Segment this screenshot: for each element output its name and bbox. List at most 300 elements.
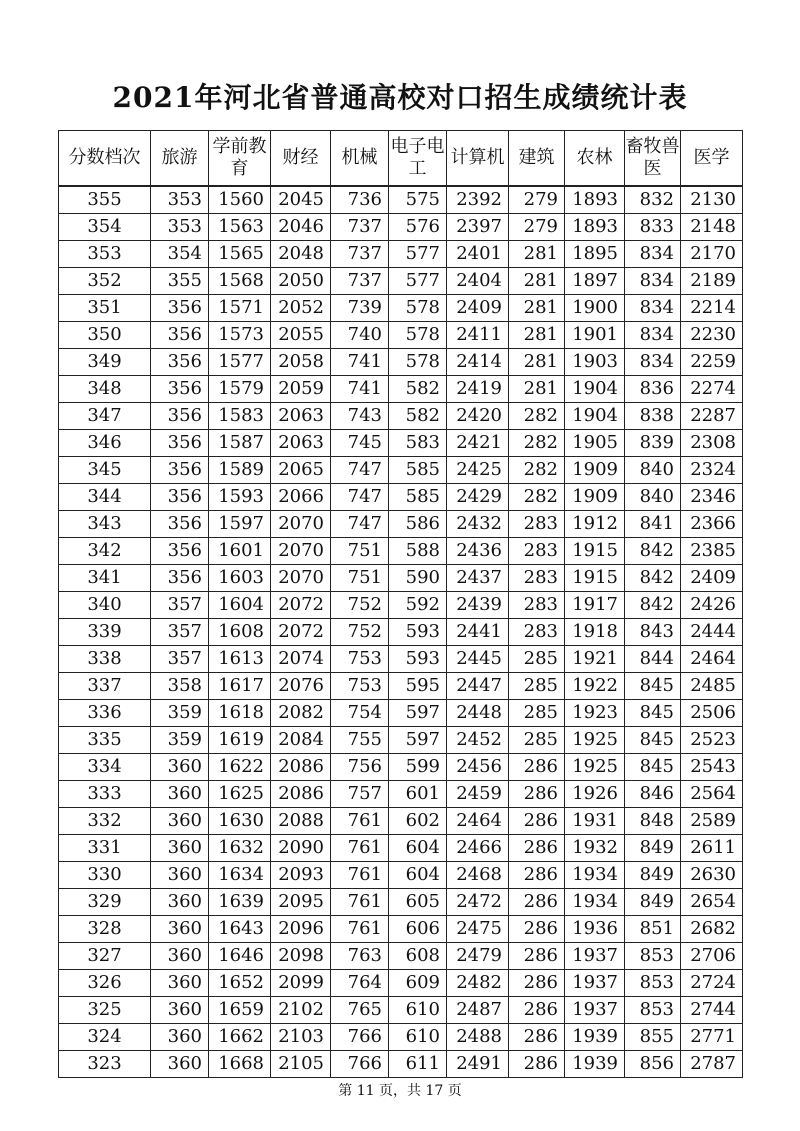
table-row — [59, 376, 743, 403]
count-cell: 608 — [389, 943, 447, 970]
count-cell: 597 — [389, 727, 447, 754]
count-cell: 737 — [331, 268, 389, 295]
count-cell: 855 — [625, 1024, 681, 1051]
column-header: 农林 — [565, 131, 625, 187]
count-cell: 359 — [151, 727, 209, 754]
count-cell: 754 — [331, 700, 389, 727]
count-cell: 2095 — [271, 889, 331, 916]
count-cell: 2425 — [447, 457, 509, 484]
count-cell: 2090 — [271, 835, 331, 862]
count-cell: 602 — [389, 808, 447, 835]
count-cell: 752 — [331, 592, 389, 619]
count-cell: 285 — [509, 646, 565, 673]
score-level-cell: 349 — [59, 349, 151, 376]
count-cell: 595 — [389, 673, 447, 700]
count-cell: 597 — [389, 700, 447, 727]
count-cell: 283 — [509, 511, 565, 538]
count-cell: 2059 — [271, 376, 331, 403]
count-cell: 360 — [151, 862, 209, 889]
table-row — [59, 592, 743, 619]
count-cell: 2487 — [447, 997, 509, 1024]
count-cell: 842 — [625, 592, 681, 619]
count-cell: 2436 — [447, 538, 509, 565]
count-cell: 2441 — [447, 619, 509, 646]
count-cell: 2148 — [681, 214, 743, 241]
count-cell: 2429 — [447, 484, 509, 511]
score-level-cell: 350 — [59, 322, 151, 349]
table-row — [59, 673, 743, 700]
count-cell: 856 — [625, 1051, 681, 1078]
score-level-cell: 342 — [59, 538, 151, 565]
count-cell: 736 — [331, 186, 389, 214]
count-cell: 753 — [331, 646, 389, 673]
score-level-cell: 338 — [59, 646, 151, 673]
count-cell: 853 — [625, 997, 681, 1024]
count-cell: 2105 — [271, 1051, 331, 1078]
count-cell: 1895 — [565, 241, 625, 268]
table-row — [59, 322, 743, 349]
count-cell: 356 — [151, 565, 209, 592]
count-cell: 356 — [151, 403, 209, 430]
count-cell: 2466 — [447, 835, 509, 862]
count-cell: 1589 — [209, 457, 271, 484]
table-row — [59, 186, 743, 214]
table-row — [59, 970, 743, 997]
table-row — [59, 241, 743, 268]
score-level-cell: 345 — [59, 457, 151, 484]
score-level-cell: 352 — [59, 268, 151, 295]
count-cell: 2444 — [681, 619, 743, 646]
count-cell: 2448 — [447, 700, 509, 727]
count-cell: 2787 — [681, 1051, 743, 1078]
count-cell: 755 — [331, 727, 389, 754]
count-cell: 2611 — [681, 835, 743, 862]
table-row — [59, 430, 743, 457]
count-cell: 845 — [625, 727, 681, 754]
count-cell: 1925 — [565, 754, 625, 781]
count-cell: 2189 — [681, 268, 743, 295]
count-cell: 356 — [151, 322, 209, 349]
count-cell: 2464 — [681, 646, 743, 673]
table-row — [59, 997, 743, 1024]
count-cell: 766 — [331, 1024, 389, 1051]
count-cell: 1915 — [565, 565, 625, 592]
table-row — [59, 619, 743, 646]
count-cell: 747 — [331, 484, 389, 511]
count-cell: 1939 — [565, 1051, 625, 1078]
count-cell: 849 — [625, 862, 681, 889]
count-cell: 282 — [509, 430, 565, 457]
table-row — [59, 889, 743, 916]
count-cell: 2419 — [447, 376, 509, 403]
count-cell: 360 — [151, 781, 209, 808]
count-cell: 575 — [389, 186, 447, 214]
count-cell: 2048 — [271, 241, 331, 268]
count-cell: 286 — [509, 943, 565, 970]
count-cell: 2706 — [681, 943, 743, 970]
table-row — [59, 781, 743, 808]
count-cell: 1918 — [565, 619, 625, 646]
count-cell: 286 — [509, 835, 565, 862]
count-cell: 282 — [509, 457, 565, 484]
score-level-cell: 336 — [59, 700, 151, 727]
score-level-cell: 340 — [59, 592, 151, 619]
table-body — [59, 186, 743, 1078]
score-level-cell: 341 — [59, 565, 151, 592]
score-level-cell: 327 — [59, 943, 151, 970]
count-cell: 845 — [625, 673, 681, 700]
score-level-cell: 354 — [59, 214, 151, 241]
column-header: 旅游 — [151, 131, 209, 187]
column-header: 建筑 — [509, 131, 565, 187]
count-cell: 853 — [625, 943, 681, 970]
count-cell: 585 — [389, 484, 447, 511]
count-cell: 840 — [625, 457, 681, 484]
count-cell: 286 — [509, 889, 565, 916]
count-cell: 1893 — [565, 214, 625, 241]
count-cell: 283 — [509, 538, 565, 565]
count-cell: 356 — [151, 511, 209, 538]
count-cell: 2070 — [271, 511, 331, 538]
count-cell: 1630 — [209, 808, 271, 835]
count-cell: 834 — [625, 349, 681, 376]
count-cell: 761 — [331, 808, 389, 835]
count-cell: 1903 — [565, 349, 625, 376]
count-cell: 283 — [509, 592, 565, 619]
count-cell: 1915 — [565, 538, 625, 565]
table-row — [59, 862, 743, 889]
count-cell: 601 — [389, 781, 447, 808]
count-cell: 761 — [331, 916, 389, 943]
table-row — [59, 349, 743, 376]
count-cell: 756 — [331, 754, 389, 781]
count-cell: 282 — [509, 403, 565, 430]
count-cell: 2045 — [271, 186, 331, 214]
count-cell: 766 — [331, 1051, 389, 1078]
count-cell: 2744 — [681, 997, 743, 1024]
count-cell: 605 — [389, 889, 447, 916]
count-cell: 838 — [625, 403, 681, 430]
count-cell: 593 — [389, 646, 447, 673]
count-cell: 2366 — [681, 511, 743, 538]
score-level-cell: 344 — [59, 484, 151, 511]
count-cell: 751 — [331, 565, 389, 592]
table-row — [59, 268, 743, 295]
count-cell: 281 — [509, 376, 565, 403]
table-row — [59, 646, 743, 673]
count-cell: 2464 — [447, 808, 509, 835]
table-row — [59, 484, 743, 511]
count-cell: 1897 — [565, 268, 625, 295]
table-row — [59, 1051, 743, 1078]
count-cell: 1939 — [565, 1024, 625, 1051]
count-cell: 1601 — [209, 538, 271, 565]
count-cell: 2392 — [447, 186, 509, 214]
count-cell: 1622 — [209, 754, 271, 781]
count-cell: 2070 — [271, 538, 331, 565]
count-cell: 1909 — [565, 457, 625, 484]
count-cell: 1900 — [565, 295, 625, 322]
count-cell: 2397 — [447, 214, 509, 241]
count-cell: 578 — [389, 322, 447, 349]
count-cell: 2093 — [271, 862, 331, 889]
count-cell: 2447 — [447, 673, 509, 700]
count-cell: 2459 — [447, 781, 509, 808]
count-cell: 848 — [625, 808, 681, 835]
count-cell: 2401 — [447, 241, 509, 268]
table-row — [59, 700, 743, 727]
count-cell: 357 — [151, 592, 209, 619]
count-cell: 2404 — [447, 268, 509, 295]
count-cell: 841 — [625, 511, 681, 538]
count-cell: 2437 — [447, 565, 509, 592]
count-cell: 282 — [509, 484, 565, 511]
count-cell: 1917 — [565, 592, 625, 619]
count-cell: 842 — [625, 565, 681, 592]
score-level-cell: 326 — [59, 970, 151, 997]
count-cell: 843 — [625, 619, 681, 646]
count-cell: 2409 — [681, 565, 743, 592]
count-cell: 832 — [625, 186, 681, 214]
score-level-cell: 334 — [59, 754, 151, 781]
count-cell: 1625 — [209, 781, 271, 808]
count-cell: 2274 — [681, 376, 743, 403]
count-cell: 2046 — [271, 214, 331, 241]
table-row — [59, 295, 743, 322]
count-cell: 1936 — [565, 916, 625, 943]
count-cell: 1603 — [209, 565, 271, 592]
count-cell: 840 — [625, 484, 681, 511]
count-cell: 2482 — [447, 970, 509, 997]
count-cell: 577 — [389, 241, 447, 268]
count-cell: 1904 — [565, 403, 625, 430]
count-cell: 286 — [509, 970, 565, 997]
count-cell: 2523 — [681, 727, 743, 754]
count-cell: 283 — [509, 565, 565, 592]
count-cell: 360 — [151, 889, 209, 916]
count-cell: 583 — [389, 430, 447, 457]
page-title: 2021年河北省普通高校对口招生成绩统计表 — [112, 81, 688, 114]
count-cell: 1893 — [565, 186, 625, 214]
count-cell: 2086 — [271, 781, 331, 808]
count-cell: 357 — [151, 646, 209, 673]
count-cell: 356 — [151, 295, 209, 322]
count-cell: 1934 — [565, 889, 625, 916]
table-row — [59, 916, 743, 943]
count-cell: 279 — [509, 214, 565, 241]
score-level-cell: 348 — [59, 376, 151, 403]
count-cell: 609 — [389, 970, 447, 997]
count-cell: 286 — [509, 1051, 565, 1078]
count-cell: 1587 — [209, 430, 271, 457]
score-level-cell: 332 — [59, 808, 151, 835]
table-row — [59, 403, 743, 430]
count-cell: 286 — [509, 862, 565, 889]
count-cell: 1909 — [565, 484, 625, 511]
count-cell: 1563 — [209, 214, 271, 241]
count-cell: 1639 — [209, 889, 271, 916]
table-row — [59, 511, 743, 538]
count-cell: 2543 — [681, 754, 743, 781]
count-cell: 2414 — [447, 349, 509, 376]
count-cell: 1905 — [565, 430, 625, 457]
count-cell: 2076 — [271, 673, 331, 700]
count-cell: 360 — [151, 943, 209, 970]
count-cell: 1597 — [209, 511, 271, 538]
count-cell: 576 — [389, 214, 447, 241]
count-cell: 604 — [389, 862, 447, 889]
count-cell: 1922 — [565, 673, 625, 700]
count-cell: 1619 — [209, 727, 271, 754]
column-header: 财经 — [271, 131, 331, 187]
count-cell: 582 — [389, 376, 447, 403]
count-cell: 2426 — [681, 592, 743, 619]
count-cell: 839 — [625, 430, 681, 457]
count-cell: 1632 — [209, 835, 271, 862]
count-cell: 743 — [331, 403, 389, 430]
count-cell: 1934 — [565, 862, 625, 889]
count-cell: 606 — [389, 916, 447, 943]
count-cell: 286 — [509, 997, 565, 1024]
count-cell: 2421 — [447, 430, 509, 457]
count-cell: 836 — [625, 376, 681, 403]
count-cell: 356 — [151, 349, 209, 376]
count-cell: 753 — [331, 673, 389, 700]
count-cell: 2055 — [271, 322, 331, 349]
count-cell: 2385 — [681, 538, 743, 565]
count-cell: 586 — [389, 511, 447, 538]
count-cell: 610 — [389, 1024, 447, 1051]
count-cell: 585 — [389, 457, 447, 484]
count-cell: 853 — [625, 970, 681, 997]
score-level-cell: 337 — [59, 673, 151, 700]
table-row — [59, 943, 743, 970]
count-cell: 2654 — [681, 889, 743, 916]
count-cell: 845 — [625, 700, 681, 727]
count-cell: 2098 — [271, 943, 331, 970]
count-cell: 2456 — [447, 754, 509, 781]
count-cell: 2074 — [271, 646, 331, 673]
score-level-cell: 343 — [59, 511, 151, 538]
count-cell: 2058 — [271, 349, 331, 376]
count-cell: 761 — [331, 862, 389, 889]
count-cell: 2420 — [447, 403, 509, 430]
count-cell: 1937 — [565, 997, 625, 1024]
count-cell: 849 — [625, 889, 681, 916]
count-cell: 2103 — [271, 1024, 331, 1051]
count-cell: 356 — [151, 538, 209, 565]
count-cell: 1604 — [209, 592, 271, 619]
count-cell: 2771 — [681, 1024, 743, 1051]
count-cell: 740 — [331, 322, 389, 349]
count-cell: 1573 — [209, 322, 271, 349]
count-cell: 834 — [625, 268, 681, 295]
count-cell: 2468 — [447, 862, 509, 889]
count-cell: 286 — [509, 781, 565, 808]
count-cell: 739 — [331, 295, 389, 322]
count-cell: 588 — [389, 538, 447, 565]
count-cell: 281 — [509, 349, 565, 376]
count-cell: 353 — [151, 186, 209, 214]
score-level-cell: 355 — [59, 186, 151, 214]
count-cell: 2724 — [681, 970, 743, 997]
count-cell: 834 — [625, 322, 681, 349]
count-cell: 833 — [625, 214, 681, 241]
count-cell: 1593 — [209, 484, 271, 511]
count-cell: 355 — [151, 268, 209, 295]
count-cell: 359 — [151, 700, 209, 727]
count-cell: 577 — [389, 268, 447, 295]
count-cell: 1617 — [209, 673, 271, 700]
count-cell: 1568 — [209, 268, 271, 295]
count-cell: 2086 — [271, 754, 331, 781]
count-cell: 360 — [151, 835, 209, 862]
count-cell: 2324 — [681, 457, 743, 484]
count-cell: 2050 — [271, 268, 331, 295]
count-cell: 1932 — [565, 835, 625, 862]
table-row — [59, 457, 743, 484]
count-cell: 1577 — [209, 349, 271, 376]
count-cell: 286 — [509, 1024, 565, 1051]
count-cell: 281 — [509, 322, 565, 349]
count-cell: 1579 — [209, 376, 271, 403]
count-cell: 1901 — [565, 322, 625, 349]
count-cell: 2096 — [271, 916, 331, 943]
count-cell: 356 — [151, 376, 209, 403]
count-cell: 2409 — [447, 295, 509, 322]
count-cell: 353 — [151, 214, 209, 241]
table-row — [59, 1024, 743, 1051]
count-cell: 2485 — [681, 673, 743, 700]
count-cell: 360 — [151, 1024, 209, 1051]
count-cell: 745 — [331, 430, 389, 457]
count-cell: 360 — [151, 754, 209, 781]
count-cell: 1571 — [209, 295, 271, 322]
count-cell: 1912 — [565, 511, 625, 538]
score-level-cell: 333 — [59, 781, 151, 808]
count-cell: 845 — [625, 754, 681, 781]
count-cell: 1923 — [565, 700, 625, 727]
column-header: 畜牧兽医 — [625, 131, 681, 187]
count-cell: 592 — [389, 592, 447, 619]
score-level-cell: 328 — [59, 916, 151, 943]
count-cell: 2063 — [271, 403, 331, 430]
score-level-cell: 353 — [59, 241, 151, 268]
count-cell: 2589 — [681, 808, 743, 835]
count-cell: 2088 — [271, 808, 331, 835]
count-cell: 1659 — [209, 997, 271, 1024]
table-row — [59, 538, 743, 565]
count-cell: 360 — [151, 916, 209, 943]
count-cell: 2479 — [447, 943, 509, 970]
count-cell: 2082 — [271, 700, 331, 727]
score-level-cell: 324 — [59, 1024, 151, 1051]
count-cell: 757 — [331, 781, 389, 808]
table-row — [59, 754, 743, 781]
table-row — [59, 808, 743, 835]
score-level-cell: 347 — [59, 403, 151, 430]
column-header: 机械 — [331, 131, 389, 187]
count-cell: 741 — [331, 376, 389, 403]
page-footer: 第 11 页，共 17 页 — [338, 1083, 462, 1099]
count-cell: 747 — [331, 511, 389, 538]
score-level-cell: 331 — [59, 835, 151, 862]
count-cell: 761 — [331, 835, 389, 862]
count-cell: 2084 — [271, 727, 331, 754]
count-cell: 1926 — [565, 781, 625, 808]
table-row — [59, 565, 743, 592]
count-cell: 360 — [151, 970, 209, 997]
